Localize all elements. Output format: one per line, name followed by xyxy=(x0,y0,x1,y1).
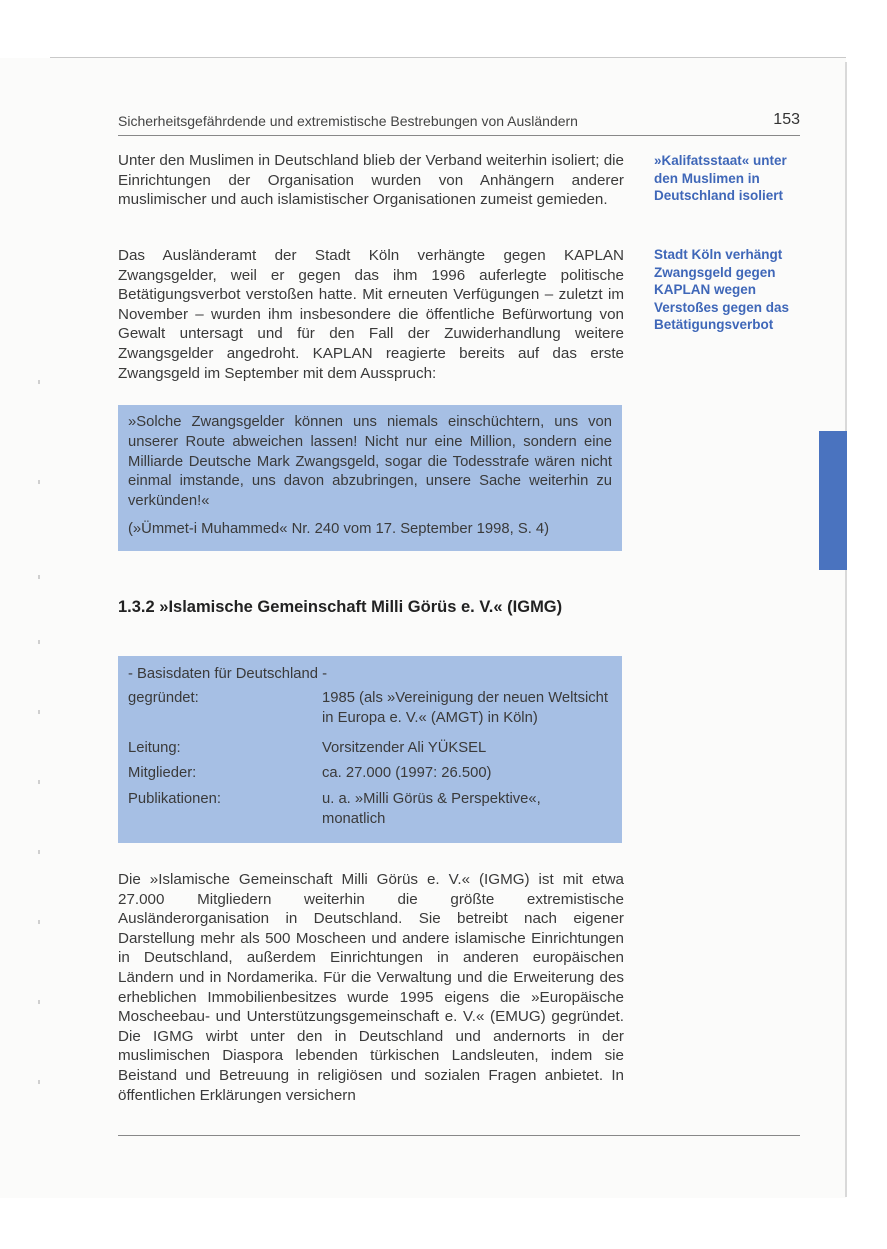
row-label-publikationen: Publikationen: xyxy=(128,791,221,807)
row-value-leitung: Vorsitzender Ali YÜKSEL xyxy=(322,740,487,756)
top-edge-line xyxy=(50,57,846,58)
footer-divider xyxy=(118,1135,800,1136)
section-heading: 1.3.2 »Islamische Gemeinschaft Milli Görüs e. V.« (IGMG) xyxy=(118,598,563,616)
margin-note-2: Stadt Köln verhängt Zwangsgeld gegen KAPLAN wegen Verstoßes gegen das Betätigungsverbot xyxy=(654,247,790,332)
quote-source: (»Ümmet-i Muhammed« Nr. 240 vom 17. September 1998, S. 4) xyxy=(128,521,550,537)
row-label-leitung: Leitung: xyxy=(128,740,181,756)
paragraph-1: Unter den Muslimen in Deutschland blieb der Verband weiterhin isoliert; die Einrichtungen der Organisation wurden von Anhängern anderer muslimischer und auch islamistischer Organisationen zumeist gemieden. xyxy=(118,152,624,209)
row-value-gegruendet: 1985 (als »Vereinigung der neuen Weltsicht in Europa e. V.« (AMGT) in Köln) xyxy=(322,690,608,726)
row-value-publikationen: u. a. »Milli Görüs & Perspektive«, monatlich xyxy=(322,791,541,827)
row-label-gegruendet: gegründet: xyxy=(128,690,199,706)
margin-note-1: »Kalifatsstaat« unter den Muslimen in Deutschland isoliert xyxy=(654,153,787,203)
chapter-thumb-tab xyxy=(819,431,847,570)
binding-marks xyxy=(38,380,40,1180)
page-right-edge xyxy=(845,62,847,1197)
row-value-mitglieder: ca. 27.000 (1997: 26.500) xyxy=(322,765,492,781)
page-number: 153 xyxy=(773,111,800,128)
paragraph-3: Die »Islamische Gemeinschaft Milli Görüs e. V.« (IGMG) ist mit etwa 27.000 Mitgliedern weiterhin die größte extremistische Ausländerorganisation in Deutschland. Sie betreibt nach eigener Darstellung mehr als 500 Moscheen und andere islamische Einrichtungen in Deutschland, außerdem Einrichtungen in anderen europäischen Ländern und in Nordamerika. Für die Verwaltung und die Erweiterung des erheblichen Immobilienbesitzes wurde 1995 eigens die »Europäische Moscheebau- und Unterstützungsgemeinschaft e. V.« (EMUG) gegründet. Die IGMG wirbt unter den in Deutschland und andernorts in der muslimischen Diaspora lebenden türkischen Landsleuten, indem sie Beistand und Betreuung in religiösen und sozialen Fragen anbietet. In öffentlichen Erklärungen versichern xyxy=(118,871,624,1104)
quote-text: »Solche Zwangsgelder können uns niemals einschüchtern, uns von unserer Route abweichen lassen! Nicht nur eine Million, sondern eine Milliarde Deutsche Mark Zwangsgeld, sogar die Todesstrafe wären nicht einmal imstande, uns davon abzubringen, unsere Sache weiterhin zu verkünden!« xyxy=(128,414,612,510)
running-header: Sicherheitsgefährdende und extremistische Bestrebungen von Ausländern xyxy=(118,113,578,129)
row-label-mitglieder: Mitglieder: xyxy=(128,765,197,781)
header-divider xyxy=(118,135,800,136)
paragraph-2: Das Ausländeramt der Stadt Köln verhängte gegen KAPLAN Zwangsgelder, weil er gegen das ihm 1996 auferlegte politische Betätigungsverbot verstoßen hatte. Mit erneuten Verfügungen – zuletzt im November – wurden ihm insbesondere die öffentliche Befürwortung von Gewalt untersagt und für den Fall der Zuwiderhandlung weitere Zwangsgelder angedroht. KAPLAN reagierte bereits auf das erste Zwangsgeld im September mit dem Ausspruch: xyxy=(118,247,624,382)
basisdaten-heading: - Basisdaten für Deutschland - xyxy=(128,666,328,682)
